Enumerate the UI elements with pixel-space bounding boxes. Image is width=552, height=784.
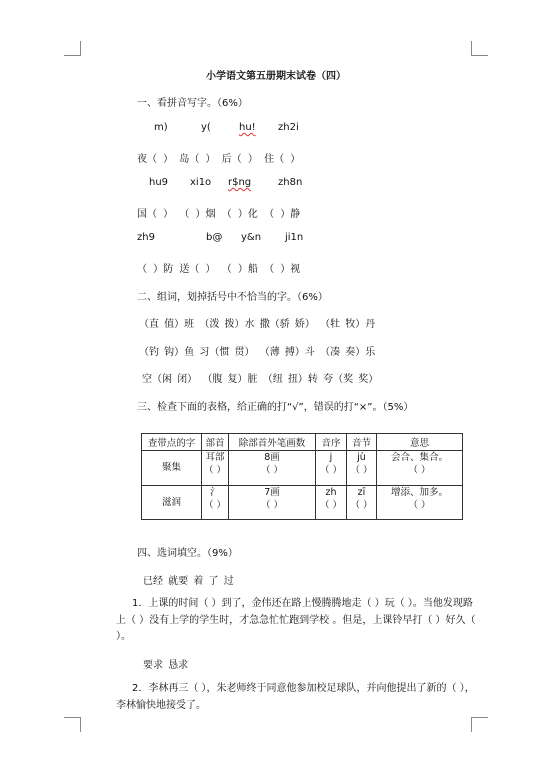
answer-blank: （ ） bbox=[203, 499, 227, 511]
page-title: 小学语文第五册期末试卷（四） bbox=[206, 71, 346, 82]
answer-blank: （ ） bbox=[350, 465, 373, 476]
table-cell bbox=[377, 451, 463, 486]
cell-text: jù bbox=[357, 452, 366, 463]
cell-text: 耳部 bbox=[205, 452, 225, 463]
word-bank-2: 要求 恳求 bbox=[143, 660, 189, 671]
chars-row-2: 国（ ） （ ）烟 （ ）化 （ ）静 bbox=[137, 209, 301, 220]
cell-text: 滋润 bbox=[161, 496, 181, 508]
pinyin: y&n bbox=[241, 232, 262, 243]
pinyin: m) bbox=[154, 122, 168, 133]
table-cell bbox=[347, 485, 377, 520]
cell-text: 聚集 bbox=[161, 462, 181, 474]
cell-text: j bbox=[329, 452, 333, 463]
table-cell bbox=[377, 485, 463, 520]
table-cell bbox=[229, 485, 316, 520]
answer-blank: （ ） bbox=[203, 465, 227, 476]
paragraph-text: 1．上课的时间（ ）到了，金伟还在路上慢腾腾地走（ ）玩（ ）。当他发现路上（ ）没有上学的学生时，才急急忙忙跑到学校 。但是，上课铃早打（ ）好久（ ）。 bbox=[116, 598, 476, 642]
answer-blank: （ ） bbox=[408, 465, 431, 476]
header-cell: 部首 bbox=[202, 434, 229, 451]
paragraph-text: 2．李林再三（ ），朱老师终于同意他参加校足球队，并向他提出了新的（ ），李林愉快地接受了。 bbox=[116, 683, 475, 711]
dictionary-check-table bbox=[141, 433, 463, 520]
pinyin: r$ng bbox=[228, 177, 252, 188]
header-cell: 查带点的字 bbox=[142, 434, 202, 451]
table-cell bbox=[229, 451, 316, 486]
cell-text: 7画 bbox=[264, 486, 280, 498]
word-choice-row-3: 空（闲 闭） （腹 复）脏 （纽 扭）转 夸（奖 奖） bbox=[142, 374, 379, 385]
table-row bbox=[142, 451, 463, 486]
cell-text: 会合、集合。 bbox=[390, 452, 448, 463]
header-cell: 除部首外笔画数 bbox=[229, 434, 316, 451]
section1-heading: 一、看拼音写字。（6%） bbox=[137, 98, 248, 109]
header-cell: 音节 bbox=[347, 434, 377, 451]
word-choice-row-2: （钓 钩）鱼 习（惯 贯） （薄 搏）斗 （凑 奏）乐 bbox=[139, 347, 376, 358]
answer-blank: （ ） bbox=[319, 499, 343, 511]
pinyin: ji1n bbox=[285, 232, 304, 243]
table-row bbox=[142, 485, 463, 520]
chars-row-1: 夜（ ） 岛（ ） 后（ ） 住（ ） bbox=[137, 154, 301, 165]
table-cell bbox=[202, 485, 229, 520]
word-bank-1: 已经 就要 着 了 过 bbox=[143, 576, 234, 587]
pinyin: zh2i bbox=[278, 122, 299, 133]
cell-text: zh bbox=[325, 486, 337, 498]
cell-text: 氵 bbox=[210, 486, 220, 498]
chars-row-3: （ ）防 送（ ） （ ）船 （ ）视 bbox=[137, 264, 301, 275]
pinyin: hu! bbox=[239, 122, 256, 133]
fill-in-paragraph-2 bbox=[116, 681, 476, 714]
answer-blank: （ ） bbox=[260, 499, 284, 511]
crop-mark-bottom-left bbox=[64, 717, 81, 732]
section4-heading: 四、选词填空。（9%） bbox=[137, 548, 238, 559]
pinyin: zh8n bbox=[278, 177, 303, 188]
crop-mark-top-left bbox=[64, 41, 81, 56]
section3-heading: 三、检查下面的表格，给正确的打“√”，错误的打“×”。（5%） bbox=[137, 402, 414, 413]
pinyin: xi1o bbox=[190, 177, 212, 188]
pinyin: b@ bbox=[206, 232, 223, 243]
cell-text: 8画 bbox=[264, 452, 280, 463]
table-cell bbox=[316, 451, 347, 486]
section2-heading: 二、组词，划掉括号中不恰当的字。（6%） bbox=[137, 292, 328, 303]
table-cell bbox=[347, 451, 377, 486]
cell-text: zī bbox=[357, 486, 366, 498]
answer-blank: （ ） bbox=[319, 465, 343, 476]
header-cell: 意思 bbox=[377, 434, 463, 451]
header-cell: 音序 bbox=[316, 434, 347, 451]
pinyin: y( bbox=[201, 122, 211, 133]
crop-mark-top-right bbox=[471, 41, 488, 56]
word-choice-row-1: （直 值）班 （泼 拨）水 撒（骄 娇） （牡 牧）丹 bbox=[139, 319, 376, 330]
cell-text: 增添、加多。 bbox=[390, 486, 448, 498]
crop-mark-bottom-right bbox=[471, 717, 488, 732]
answer-blank: （ ） bbox=[408, 499, 431, 511]
answer-blank: （ ） bbox=[350, 499, 373, 511]
table-cell bbox=[142, 485, 202, 520]
table-cell bbox=[142, 451, 202, 486]
table-header-row bbox=[142, 434, 463, 451]
pinyin: hu9 bbox=[149, 177, 169, 188]
table-cell bbox=[316, 485, 347, 520]
answer-blank: （ ） bbox=[260, 465, 284, 476]
table-cell bbox=[202, 451, 229, 486]
fill-in-paragraph-1 bbox=[116, 596, 476, 646]
pinyin: zh9 bbox=[137, 232, 155, 243]
